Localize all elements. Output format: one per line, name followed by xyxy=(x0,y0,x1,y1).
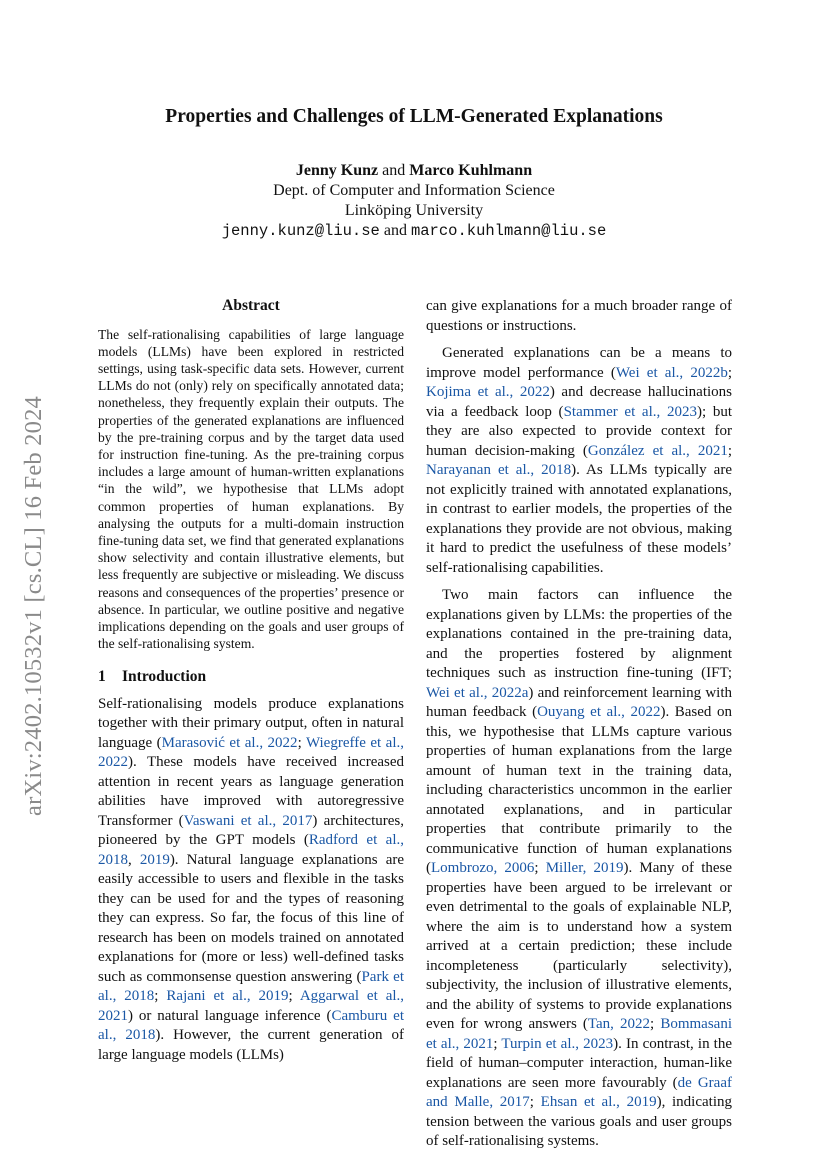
body-text: ; xyxy=(493,1035,502,1052)
citation-link[interactable]: Tan, 2022 xyxy=(587,1016,651,1032)
abstract-heading: Abstract xyxy=(222,297,280,314)
body-text: Generated explanations can be a means to improve model performance ( xyxy=(426,345,732,381)
intro-paragraph-1 xyxy=(98,695,404,1066)
body-text: ). Natural language explanations are easily accessible to users and flexible in the tasks they can be used for and the types of reasoning they can express. So far, the focus of this line of research has been on models trained on annotated explanations for (more or less) well-defined tasks such as commonsense question answering ( xyxy=(98,851,404,985)
body-text: ; xyxy=(727,442,733,459)
citation-link[interactable]: Wiegreffe et al., 2022 xyxy=(98,734,404,771)
citation-link[interactable]: Rajani et al., 2019 xyxy=(166,988,289,1005)
body-text: ; xyxy=(727,364,732,381)
intro-paragraph-1-continued xyxy=(426,297,732,336)
citation-link[interactable]: de Graaf and Malle, 2017 xyxy=(426,1074,732,1110)
author-names xyxy=(0,161,828,181)
body-text: ; xyxy=(288,988,300,1005)
citation-link[interactable]: González et al., 2021 xyxy=(587,442,728,459)
body-text: ; xyxy=(534,860,546,876)
body-text: ); but they are also expected to provide context for human decision-making ( xyxy=(426,403,732,459)
citation-link[interactable]: Ehsan et al., 2019 xyxy=(540,1094,657,1110)
citation-link[interactable]: Narayanan et al., 2018 xyxy=(426,462,572,478)
left-column xyxy=(98,296,404,1065)
author-2: Marco Kuhlmann xyxy=(409,162,533,179)
citation-link[interactable]: Marasović et al., 2022 xyxy=(161,734,298,751)
citation-link[interactable]: Park et al., 2018 xyxy=(98,968,404,1005)
arxiv-sidebar xyxy=(14,366,54,846)
body-text: Self-rationalising models produce explanations together with their primary output, often in natural language ( xyxy=(98,695,404,751)
citation-link[interactable]: Vaswani et al., 2017 xyxy=(183,812,313,829)
body-text: ) or natural language inference ( xyxy=(128,1007,332,1024)
body-text: ) and reinforcement learning with human feedback ( xyxy=(426,684,732,720)
body-text: ; xyxy=(650,1016,661,1032)
email-and: and xyxy=(383,222,407,239)
body-text: ). These models have received increased attention in recent years as language generation abilities have improved with autoregressive Transformer ( xyxy=(98,754,404,829)
body-text: Two main factors can influence the explanations given by LLMs: the properties of the explanations contained in the pre-training data, and the properties fostered by alignment techniques such as instruction fine-tuning (IFT; xyxy=(426,587,732,681)
citation-link[interactable]: Ouyang et al., 2022 xyxy=(537,704,661,720)
citation-link[interactable]: Stammer et al., 2023 xyxy=(563,403,697,420)
body-text: ; xyxy=(154,988,167,1005)
section-heading xyxy=(98,667,404,687)
body-text: ). Many of these properties have been argued to be irrelevant or even detrimental to the goals of explainable NLP, where the aim is to understand how a system arrived at a certain prediction; these include incompleteness (particularly selectivity), subjectivity, the inclusion of illustrative elements, and the ability of systems to provide explanations even for wrong answers ( xyxy=(426,860,733,1032)
abstract-text: The self-rationalising capabilities of large language models (LLMs) have been explored in restricted settings, using task-specific data sets. However, current LLMs do not (only) rely on specifically annotated data; nonetheless, they frequently explain their outputs. The properties of the generated explanations are influenced by the pre-training corpus and by the target data used for instruction fine-tuning. As the pre-training corpus includes a large amount of human-written explanations “in the wild”, we hypothesise that LLMs adopt common properties of human explanations. By analysing the outputs for a multi-domain instruction fine-tuning data set, we find that generated explanations show selectivity and contain illustrative elements, but less frequently are subjective or misleading. We discuss reasons and consequences of the properties’ presence or absence. In particular, we outline positive and negative implications depending on the goals and user groups of the self-rationalising system. xyxy=(98,326,404,652)
section-title: Introduction xyxy=(122,668,207,686)
body-text: ; xyxy=(297,734,306,751)
citation-link[interactable]: Miller, 2019 xyxy=(545,860,624,876)
section-number: 1 xyxy=(98,668,106,686)
body-text: ) and decrease hallucinations via a feedback loop ( xyxy=(426,384,732,420)
citation-link[interactable]: Lombrozo, 2006 xyxy=(431,860,535,876)
body-text: ; xyxy=(529,1094,541,1110)
email-2[interactable]: marco.kuhlmann@liu.se xyxy=(410,222,607,240)
author-block xyxy=(0,161,828,241)
citation-link[interactable]: Radford et al., 2018 xyxy=(98,832,404,868)
citation-link[interactable]: Camburu et al., 2018 xyxy=(98,1007,404,1044)
citation-link[interactable]: Kojima et al., 2022 xyxy=(426,384,550,400)
arxiv-identifier: arXiv:2402.10532v1 [cs.CL] 16 Feb 2024 xyxy=(20,396,47,816)
author-1: Jenny Kunz xyxy=(295,162,379,179)
body-text: ). However, the current generation of large language models (LLMs) xyxy=(98,1027,404,1063)
email-1[interactable]: jenny.kunz@liu.se xyxy=(221,222,380,240)
affiliation-department: Dept. of Computer and Information Science xyxy=(273,182,555,199)
body-text: ), indicating tension between the various goals and user groups of self-rationalising systems. xyxy=(426,1094,733,1149)
citation-link[interactable]: Turpin et al., 2023 xyxy=(501,1035,614,1052)
citation-link[interactable]: 2019 xyxy=(139,851,170,868)
citation-link[interactable]: Wei et al., 2022b xyxy=(615,364,728,381)
paper-title: Properties and Challenges of LLM-Generated Explanations xyxy=(165,106,663,127)
author-emails xyxy=(0,221,828,241)
right-column xyxy=(426,297,732,1152)
intro-paragraph-3 xyxy=(426,586,732,1152)
body-text: can give explanations for a much broader range of questions or instructions. xyxy=(426,298,732,334)
intro-paragraph-2 xyxy=(426,344,732,578)
author-and: and xyxy=(382,162,406,179)
affiliation-university: Linköping University xyxy=(344,202,484,219)
citation-link[interactable]: Bommasani et al., 2021 xyxy=(426,1016,732,1052)
body-text: ). In contrast, in the field of human–computer interaction, human-like explanations are seen more favourably ( xyxy=(426,1035,732,1091)
citation-link[interactable]: Wei et al., 2022a xyxy=(426,684,529,701)
body-text: ). Based on this, we hypothesise that LLMs capture various properties of human explanations from the large amount of human text in the training data, including characteristics uncommon in the earlier annotated explanations, and in particular properties that contribute primarily to the communicative function of human explanations ( xyxy=(426,704,732,876)
body-text: ) architectures, pioneered by the GPT models ( xyxy=(98,812,404,849)
body-text: ). As LLMs typically are not explicitly trained with annotated explanations, in contrast to earlier models, the properties of the explanations they provide are not obvious, making it hard to predict the usefulness of these models’ self-rationalising capabilities. xyxy=(426,462,732,576)
body-text: , xyxy=(128,851,140,868)
citation-link[interactable]: Aggarwal et al., 2021 xyxy=(98,988,405,1024)
